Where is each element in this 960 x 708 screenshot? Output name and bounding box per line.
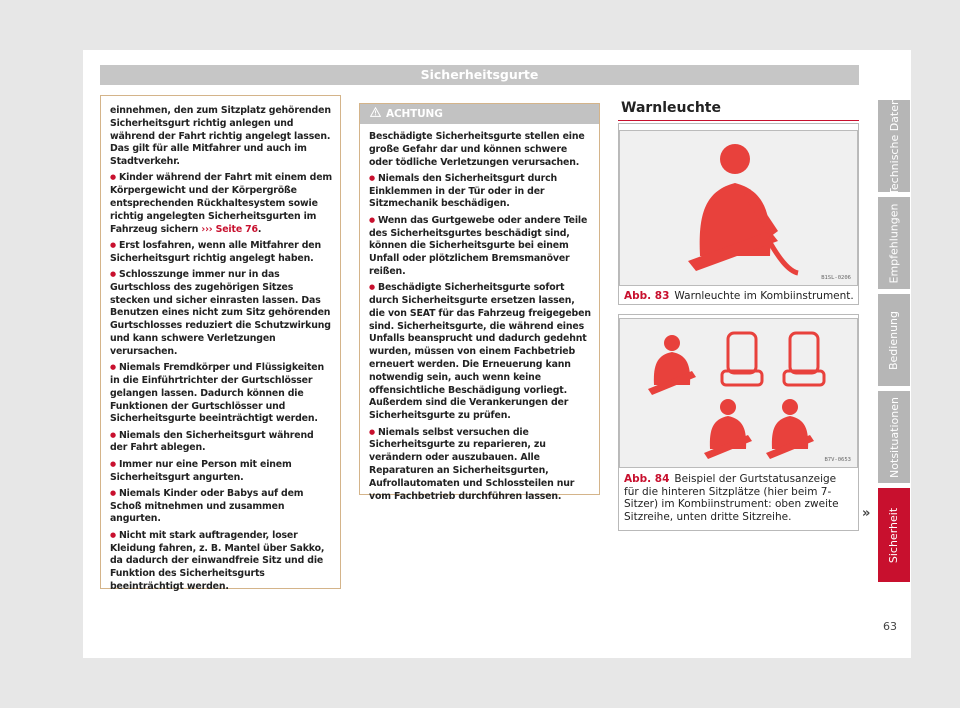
list-item: ● Schlosszunge immer nur in das Gurtschloss des zugehörigen Sitzes stecken und sicher einrasten lassen. Das Benutzen eines nicht zum Sitz gehörenden Gurtschlosses reduziert die Schutzwirkung und kann schwere Verletzungen verursachen. [110,268,333,359]
warning-triangle-icon [370,104,381,124]
tab-label: Bedienung [887,310,901,370]
list-item: ● Beschädigte Sicherheitsgurte sofort durch Sicherheitsgurte ersetzen lassen, die von SEAT für das Fahrzeug freigegeben sind. Sicherheitsgurte, die während eines Unfalls beansprucht und dadurch gedehnt wurden, müssen von einem Fachbetrieb erneuert werden. Die Erneuerung kann notwendig sein, auch wenn keine offensichtliche Beschädigung vorliegt. Außerdem sind die Verankerungen der Sicherheitsgurte zu prüfen. [369,281,592,423]
tab-label: Empfehlungen [887,203,901,283]
warning-box [359,103,600,502]
section-divider [618,120,859,121]
figure-code: B1SL-0206 [821,275,851,281]
belted-person-icon [704,399,752,459]
tab-label: Notsituationen [887,396,901,478]
intro-text: einnehmen, den zum Sitzplatz gehörenden Sicherheitsgurt richtig anlegen und während der Fahrt richtig angelegt lassen. Das gilt für alle Mitfahrer und auch im Stadtverkehr. [110,105,331,168]
tab-notsituationen[interactable] [878,391,910,483]
section-title: Warnleuchte [621,100,721,116]
figure-83-image [619,130,858,286]
empty-seat-icon [784,333,824,385]
figure-number: Abb. 84 [624,473,670,485]
tab-sicherheit[interactable] [878,488,910,582]
list-item: ● Niemals den Sicherheitsgurt während der Fahrt ablegen. [110,429,333,456]
page-link[interactable]: ››› Seite 76 [201,223,258,235]
empty-seat-icon [722,333,762,385]
left-column [100,95,341,592]
belted-person-icon [648,335,696,395]
figure-number: Abb. 83 [624,290,670,302]
list-item-text: Kinder während der Fahrt mit einem dem Körpergewicht und der Körpergröße entsprechenden Rückhaltesystem sowie richtig angelegten Sicherheitsgurten im Fahrzeug sichern [110,172,333,235]
figure-84-caption [624,473,854,523]
figure-83-caption [624,290,854,303]
warning-header [360,104,599,124]
list-item: ● Erst losfahren, wenn alle Mitfahrer den Sicherheitsgurt richtig angelegt haben. [110,239,333,266]
tab-label: Technische Daten [887,97,901,195]
seatbelt-warning-icon [620,131,859,287]
tab-empfehlungen[interactable] [878,197,910,289]
list-item: ● Kinder während der Fahrt mit einem dem Körpergewicht und der Körpergröße entsprechenden Rückhaltesystem sowie richtig angelegten Sicherheitsgurten im Fahrzeug sichern ››› Seite 76. [110,171,333,236]
list-item: ● Niemals selbst versuchen die Sicherheitsgurte zu reparieren, zu verändern oder auszubauen. Alle Reparaturen an Sicherheitsgurten, Aufrollautomaten und Schlossteilen nur vom Fachbetrieb durchführen lassen. [369,426,592,504]
page-number: 63 [883,620,897,633]
list-item: ● Niemals Kinder oder Babys auf dem Schoß mitnehmen und zusammen angurten. [110,487,333,526]
belt-status-icons [620,319,859,469]
page-header: Sicherheitsgurte [100,65,859,85]
caption-text: Beispiel der Gurtstatusanzeige für die hinteren Sitzplätze (hier beim 7-Sitzer) im Kombiinstrument: oben zweite Sitzreihe, unten dritte Sitzreihe. [624,473,839,523]
warning-intro: Beschädigte Sicherheitsgurte stellen eine große Gefahr dar und können schwere oder tödliche Verletzungen verursachen. [369,131,585,168]
figure-84-image [619,318,858,468]
caption-text: Warnleuchte im Kombiinstrument. [674,290,854,302]
continue-marker: » [862,506,871,521]
tab-technische-daten[interactable] [878,97,910,195]
list-item: ● Wenn das Gurtgewebe oder andere Teile des Sicherheitsgurtes beschädigt sind, können die Sicherheitsgurte bei einem Unfall oder plötzlichem Bremsmanöver reißen. [369,214,592,279]
list-item: ● Niemals den Sicherheitsgurt durch Einklemmen in der Tür oder in der Sitzmechanik beschädigen. [369,172,592,211]
tab-label: Sicherheit [887,507,901,563]
figure-code: B7V-0653 [824,457,851,463]
belted-person-icon [766,399,814,459]
warning-label: ACHTUNG [386,108,443,120]
list-item: ● Nicht mit stark auftragender, loser Kleidung fahren, z. B. Mantel über Sakko, da dadurch der einwandfreie Sitz und die Funktion des Sicherheitsgurts beeinträchtigt werden. [110,529,333,594]
list-item: ● Immer nur eine Person mit einem Sicherheitsgurt angurten. [110,458,333,485]
list-item: ● Niemals Fremdkörper und Flüssigkeiten in die Einführtrichter der Gurtschlösser gelangen lassen. Dadurch können die Funktionen der Gurtschlösser und Sicherheitsgurte beeinträchtigt werden. [110,361,333,426]
tab-bedienung[interactable] [878,294,910,386]
